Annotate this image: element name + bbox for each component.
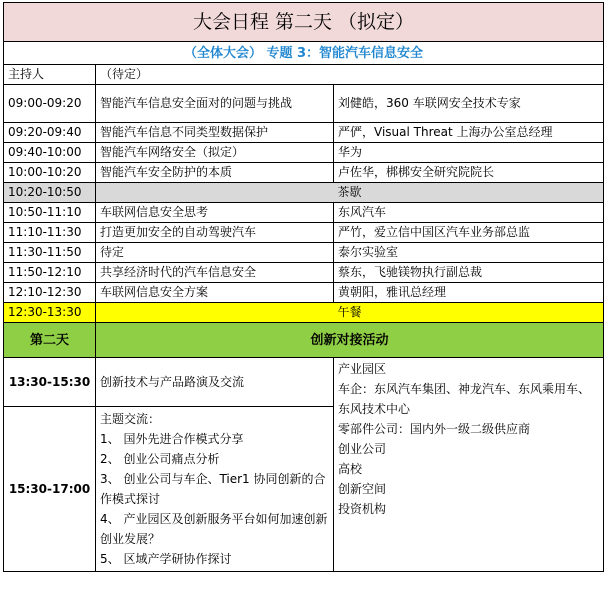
subtitle-row (4, 42, 604, 65)
schedule-title: 大会日程 第二天 （拟定） (4, 3, 604, 42)
session-topic: 智能汽车信息不同类型数据保护 (96, 123, 334, 143)
table-row (4, 283, 604, 303)
participant-item: 投资机构 (338, 502, 387, 516)
lunch-label: 午餐 (96, 303, 604, 323)
schedule-document (3, 2, 603, 572)
participant-item: 高校 (338, 462, 363, 476)
session-time: 10:50-11:10 (4, 203, 96, 223)
table-row (4, 223, 604, 243)
table-row (4, 163, 604, 183)
table-row (4, 203, 604, 223)
session-speaker: 泰尔实验室 (334, 243, 604, 263)
slot-time: 15:30-17:00 (4, 407, 96, 572)
discussion-item: 2、 创业公司痛点分析 (100, 452, 220, 466)
session-time: 09:20-09:40 (4, 123, 96, 143)
session-time: 09:00-09:20 (4, 85, 96, 123)
discussion-item: 4、 产业园区及创新服务平台如何加速创新创业发展？ (100, 512, 328, 546)
table-row (4, 243, 604, 263)
session-speaker: 刘健皓，360 车联网安全技术专家 (334, 85, 604, 123)
section-name: 创新对接活动 (96, 323, 604, 358)
lunch-time: 12:30-13:30 (4, 303, 96, 323)
schedule-table (3, 2, 604, 572)
host-value: （待定） (96, 65, 604, 85)
tea-break-row (4, 183, 604, 203)
slot-topic: 创新技术与产品路演及交流 (96, 358, 334, 407)
session-speaker: 东风汽车 (334, 203, 604, 223)
break-label: 茶歇 (96, 183, 604, 203)
session-time: 12:10-12:30 (4, 283, 96, 303)
participant-item: 产业园区 (338, 362, 387, 376)
slot-time: 13:30-15:30 (4, 358, 96, 407)
title-row (4, 3, 604, 42)
session-time: 11:10-11:30 (4, 223, 96, 243)
table-row (4, 85, 604, 123)
session-topic: 待定 (96, 243, 334, 263)
session-topic: 智能汽车网络安全（拟定） (96, 143, 334, 163)
session-time: 09:40-10:00 (4, 143, 96, 163)
discussion-heading: 主题交流： (100, 412, 161, 426)
table-row (4, 263, 604, 283)
session-topic: 共享经济时代的汽车信息安全 (96, 263, 334, 283)
table-row (4, 123, 604, 143)
lunch-row (4, 303, 604, 323)
session-speaker: 严竹，爱立信中国区汽车业务部总监 (334, 223, 604, 243)
session-time: 10:00-10:20 (4, 163, 96, 183)
session-topic: 智能汽车安全防护的本质 (96, 163, 334, 183)
session-speaker: 严俨，Visual Threat 上海办公室总经理 (334, 123, 604, 143)
host-label: 主持人 (4, 65, 96, 85)
session-subtitle: （全体大会） 专题 3：智能汽车信息安全 (4, 42, 604, 65)
session-speaker: 华为 (334, 143, 604, 163)
participant-item: 车企：东风汽车集团、神龙汽车、东风乘用车、东风技术中心 (338, 382, 591, 416)
session-time: 11:50-12:10 (4, 263, 96, 283)
discussion-item: 3、 创业公司与车企、Tier1 协同创新的合作模式探讨 (100, 472, 326, 506)
session-speaker: 黄朝阳，雅讯总经理 (334, 283, 604, 303)
table-row (4, 143, 604, 163)
session-topic: 车联网信息安全思考 (96, 203, 334, 223)
discussion-item: 1、 国外先进合作模式分享 (100, 432, 244, 446)
host-row (4, 65, 604, 85)
session-topic: 车联网信息安全方案 (96, 283, 334, 303)
discussion-item: 5、 区域产学研协作探讨 (100, 552, 232, 566)
session-topic: 智能汽车信息安全面对的问题与挑战 (96, 85, 334, 123)
session-speaker: 卢佐华，梆梆安全研究院院长 (334, 163, 604, 183)
section-header-row (4, 323, 604, 358)
participant-item: 零部件公司：国内外一级二级供应商 (338, 422, 531, 436)
session-speaker: 蔡东，飞驰镁物执行副总裁 (334, 263, 604, 283)
participant-item: 创业公司 (338, 442, 387, 456)
break-time: 10:20-10:50 (4, 183, 96, 203)
session-topic: 打造更加安全的自动驾驶汽车 (96, 223, 334, 243)
participants-cell (334, 358, 604, 572)
participant-item: 创新空间 (338, 482, 387, 496)
session-time: 11:30-11:50 (4, 243, 96, 263)
discussion-topics (96, 407, 334, 572)
section-day: 第二天 (4, 323, 96, 358)
afternoon-row-1 (4, 358, 604, 407)
